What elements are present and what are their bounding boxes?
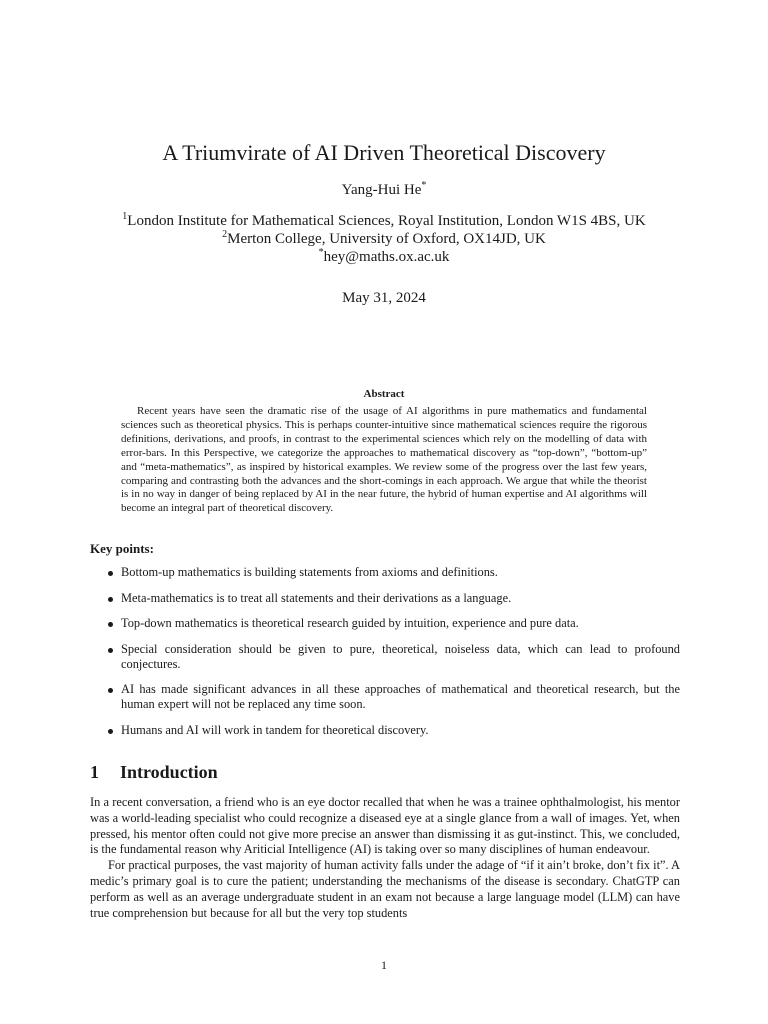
- key-point-item: [90, 682, 680, 712]
- author-line: [0, 182, 768, 199]
- affiliation-text: London Institute for Mathematical Sciences, Royal Institution, London W1S 4BS, UK: [127, 213, 646, 229]
- key-point-item: [90, 642, 680, 672]
- key-point-text: Bottom-up mathematics is building statements from axioms and definitions.: [121, 565, 498, 579]
- affiliation-text: Merton College, University of Oxford, OX14JD, UK: [227, 231, 546, 247]
- key-point-item: [90, 565, 680, 580]
- section-title: Introduction: [120, 762, 218, 782]
- bullet-icon: [108, 648, 113, 653]
- author-name: Yang-Hui He: [341, 182, 422, 198]
- bullet-icon: [108, 622, 113, 627]
- bullet-icon: [108, 729, 113, 734]
- affiliation-2: [0, 231, 768, 248]
- key-point-text: Special consideration should be given to pure, theoretical, noiseless data, which can lead to profound conjectures.: [121, 641, 680, 671]
- section-heading: [90, 762, 218, 783]
- email-text: hey@maths.ox.ac.uk: [323, 249, 450, 265]
- key-point-text: Humans and AI will work in tandem for theoretical discovery.: [121, 722, 429, 737]
- bullet-icon: [108, 597, 113, 602]
- body-paragraph: For practical purposes, the vast majority of human activity falls under the adage of “if it ain’t broke, don’t fix it”. A medic’s primary goal is to cure the patient; understanding the mechanisms of the disease is secondary. ChatGTP can perform as well as an average undergraduate student in an exam not because a large language model (LLM) can have true comprehension but because for all but the very top students: [90, 858, 680, 920]
- key-points-heading: Key points:: [90, 541, 154, 556]
- paper-title: A Triumvirate of AI Driven Theoretical Discovery: [162, 140, 606, 165]
- abstract-body: Recent years have seen the dramatic rise of the usage of AI algorithms in pure mathematics and fundamental sciences such as theoretical physics. This is perhaps counter-intuitive since mathematical sciences require the rigorous definitions, derivations, and proofs, in contrast to the experimental sciences which rely on the modelling of data with error-bars. In this Perspective, we categorize the approaches to mathematical discovery as “top-down”, “bottom-up” and “meta-mathematics”, as inspired by historical examples. We review some of the progress over the last few years, comparing and contrasting both the advances and the short-comings in each approach. We argue that while the theorist is in no way in danger of being replaced by AI in the near future, the hybrid of human expertise and AI algorithms will become an integral part of theoretical discovery.: [121, 405, 647, 515]
- section-number: 1: [90, 762, 99, 782]
- key-point-item: [90, 616, 680, 631]
- affiliation-email: [0, 249, 768, 266]
- paper-date: May 31, 2024: [342, 290, 426, 306]
- bullet-icon: [108, 571, 113, 576]
- section-body: [90, 795, 680, 921]
- key-point-text: Top-down mathematics is theoretical research guided by intuition, experience and pure data.: [121, 616, 579, 630]
- key-point-text: AI has made significant advances in all these approaches of mathematical and theoretical research, but the human expert will not be replaced any time soon.: [121, 682, 680, 711]
- bullet-icon: [108, 688, 113, 693]
- affiliation-mark: 2: [222, 229, 228, 240]
- affiliation-mark: 1: [122, 211, 128, 222]
- page-number: 1: [381, 958, 387, 972]
- affiliation-mark: *: [318, 247, 324, 258]
- author-mark: *: [421, 180, 427, 191]
- body-paragraph: In a recent conversation, a friend who is an eye doctor recalled that when he was a trainee ophthalmologist, his mentor was a world-leading specialist who could recognize a diseased eye at a single glance from a wall of images. Yet, when pressed, his mentor often could not give more precise an answer than dismissing it as gut-instinct. This, we concluded, is the fundamental reason why Ariticial Intelligence (AI) is taking over so many disciplines of human endeavour.: [90, 795, 680, 857]
- key-point-item: [90, 723, 680, 738]
- affiliation-1: [0, 213, 768, 230]
- abstract-heading: Abstract: [363, 388, 405, 400]
- key-point-item: [90, 591, 680, 606]
- key-points-list: [90, 565, 680, 748]
- key-point-text: Meta-mathematics is to treat all statements and their derivations as a language.: [121, 590, 512, 605]
